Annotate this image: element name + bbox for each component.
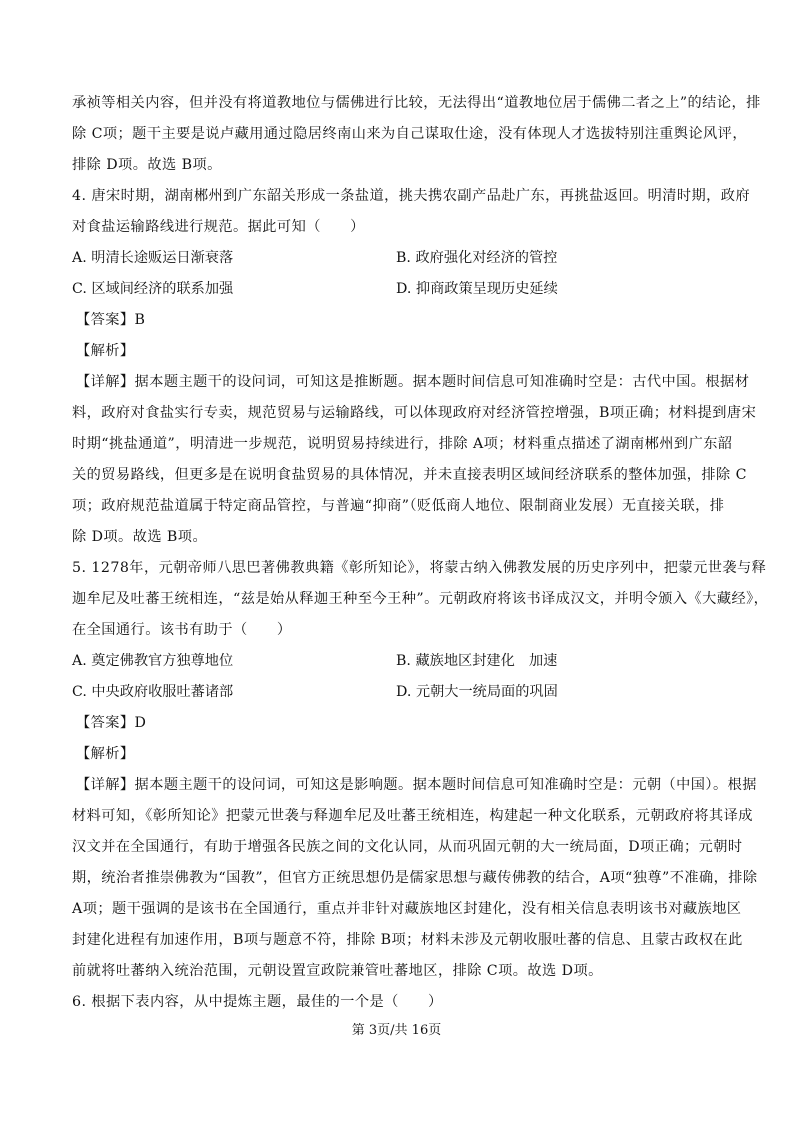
options-row [72, 243, 732, 274]
answer-label: 【答案】D [76, 715, 147, 731]
question-stem-line: 6. 根据下表内容，从中提炼主题，最佳的一个是（ ） [72, 994, 443, 1010]
text-line: 汉文并在全国通行，有助于增强各民族之间的文化认同，从而巩固元朝的大一统局面，D项正确；元朝时 [72, 839, 743, 855]
text-line: 项；政府规范盐道属于特定商品管控，与普遍“抑商”（贬低商人地位、限制商业发展）无直接关联，排 [72, 498, 725, 514]
options-row [72, 274, 732, 305]
answer-label: 【答案】B [76, 312, 146, 328]
question-stem-line: 在全国通行。该书有助于（ ） [72, 622, 292, 638]
option-c: C. 区域间经济的联系加强 [72, 281, 234, 297]
text-line: 【详解】据本题主题干的设问词，可知这是影响题。据本题时间信息可知准确时空是：元朝（中国）。根据 [76, 777, 757, 793]
text-line: 承祯等相关内容，但并没有将道教地位与儒佛进行比较，无法得出“道教地位居于儒佛二者之上”的结论，排 [72, 95, 761, 111]
text-line: 关的贸易路线，但更多是在说明食盐贸易的具体情况，并未直接表明区域间经济联系的整体加强，排除 C [72, 467, 747, 483]
text-line: 除 C项；题干主要是说卢藏用通过隐居终南山来为自己谋取仕途，没有体现人才选拔特别注重舆论风评， [72, 126, 747, 142]
text-line: 前就将吐蕃纳入统治范围，元朝设置宣政院兼管吐蕃地区，排除 C项。故选 D项。 [72, 963, 603, 979]
question-6 [72, 987, 732, 1018]
previous-explanation-continuation [72, 88, 761, 181]
option-a: A. 明清长途贩运日渐衰落 [72, 250, 234, 266]
text-line: 时期“挑盐通道”，明清进一步规范，说明贸易持续进行，排除 A项；材料重点描述了湖南郴州到广东韶 [72, 436, 733, 452]
question-stem-line: 对食盐运输路线进行规范。据此可知（ ） [72, 219, 365, 235]
option-d: D. 元朝大一统局面的巩固 [396, 684, 558, 700]
text-line: 除 D项。故选 B项。 [72, 529, 208, 545]
options-row [72, 677, 732, 708]
question-4 [72, 181, 757, 553]
detail-explanation [72, 770, 758, 987]
analysis-label: 【解析】 [76, 746, 135, 762]
analysis-label: 【解析】 [76, 343, 135, 359]
question-stem-line: 5. 1278年，元朝帝师八思巴著佛教典籍《彰所知论》，将蒙古纳入佛教发展的历史序列中，把蒙元世袭与释 [72, 560, 767, 576]
question-stem-line: 4. 唐宋时期，湖南郴州到广东韶关形成一条盐道，挑夫携农副产品赴广东，再挑盐返回。明清时期，政府 [72, 188, 751, 204]
option-b: B. 政府强化对经济的管控 [396, 250, 558, 266]
text-line: 料，政府对食盐实行专卖，规范贸易与运输路线，可以体现政府对经济管控增强，B项正确；材料提到唐宋 [72, 405, 757, 421]
text-line: 封建化进程有加速作用，B项与题意不符，排除 B项；材料未涉及元朝收服吐蕃的信息、且蒙古政权在此 [72, 932, 743, 948]
option-b: B. 藏族地区封建化 加速 [396, 653, 558, 669]
text-line: A项；题干强调的是该书在全国通行，重点并非针对藏族地区封建化，没有相关信息表明该书对藏族地区 [72, 901, 742, 917]
text-line: 材料可知，《彰所知论》把蒙元世袭与释迦牟尼及吐蕃王统相连，构建起一种文化联系，元朝政府将其译成 [72, 808, 753, 824]
detail-explanation [72, 367, 757, 553]
text-line: 排除 D项。故选 B项。 [72, 157, 222, 173]
text-line: 【详解】据本题主题干的设问词，可知这是推断题。据本题时间信息可知准确时空是：古代中国。根据材 [76, 374, 750, 390]
document-page [72, 88, 769, 1018]
option-a: A. 奠定佛教官方独尊地位 [72, 653, 234, 669]
option-d: D. 抑商政策呈现历史延续 [396, 281, 558, 297]
page-number-footer: 第 3页/共 16页 [351, 1023, 442, 1038]
question-stem-line: 迦牟尼及吐蕃王统相连，“兹是始从释迦王种至今王种”。元朝政府将该书译成汉文，并明令颁入《大藏经》， [72, 591, 769, 607]
options-row [72, 646, 732, 677]
question-5 [72, 553, 769, 987]
text-line: 期，统治者推崇佛教为“国教”，但官方正统思想仍是儒家思想与藏传佛教的结合，A项“独尊”不准确，排除 [72, 870, 758, 886]
option-c: C. 中央政府收服吐蕃诸部 [72, 684, 234, 700]
